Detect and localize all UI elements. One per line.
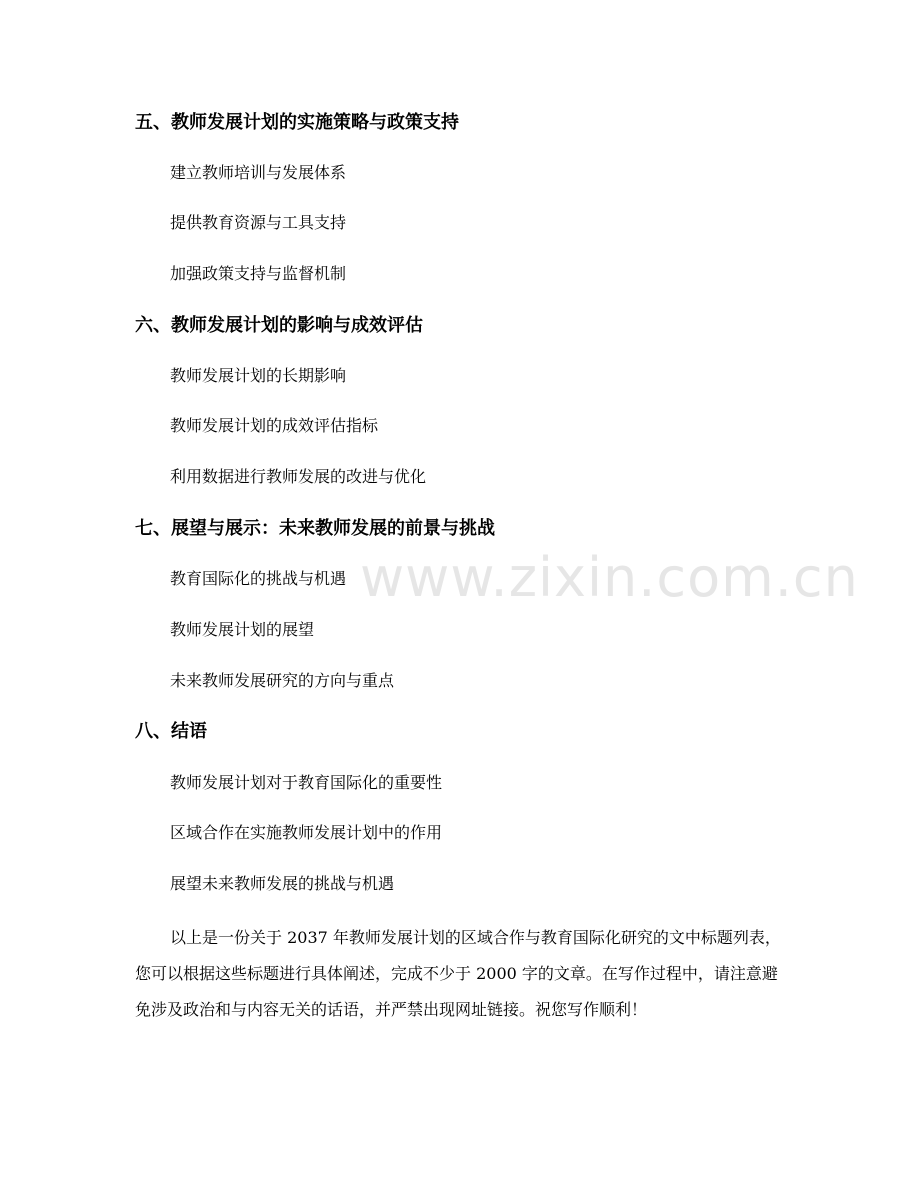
section-item: 建立教师培训与发展体系 xyxy=(170,163,347,182)
section-item: 未来教师发展研究的方向与重点 xyxy=(170,671,395,690)
section-item: 展望未来教师发展的挑战与机遇 xyxy=(170,874,395,893)
section-item: 教师发展计划的长期影响 xyxy=(170,366,347,385)
section-heading: 五、教师发展计划的实施策略与政策支持 xyxy=(135,112,459,133)
section-heading: 六、教师发展计划的影响与成效评估 xyxy=(135,315,423,336)
section-item: 教育国际化的挑战与机遇 xyxy=(170,569,347,588)
section-item: 加强政策支持与监督机制 xyxy=(170,264,347,283)
section-item: 教师发展计划的成效评估指标 xyxy=(170,416,379,435)
section-heading: 八、结语 xyxy=(135,721,207,742)
closing-paragraph: 以上是一份关于 2037 年教师发展计划的区域合作与教育国际化研究的文中标题列表，您可以根据这些标题进行具体阐述，完成不少于 2000 字的文章。在写作过程中，请注意避免涉及政治和与内容无关的话语，并严禁出现网址链接。祝您写作顺利！ xyxy=(135,928,781,1019)
section-item: 教师发展计划的展望 xyxy=(170,620,315,639)
section-heading: 七、展望与展示：未来教师发展的前景与挑战 xyxy=(135,518,495,539)
section-item: 教师发展计划对于教育国际化的重要性 xyxy=(170,773,443,792)
section-item: 区域合作在实施教师发展计划中的作用 xyxy=(170,823,443,842)
watermark-text: www.zixin.com.cn xyxy=(360,546,859,609)
section-item: 利用数据进行教师发展的改进与优化 xyxy=(170,467,427,486)
section-item: 提供教育资源与工具支持 xyxy=(170,213,347,232)
